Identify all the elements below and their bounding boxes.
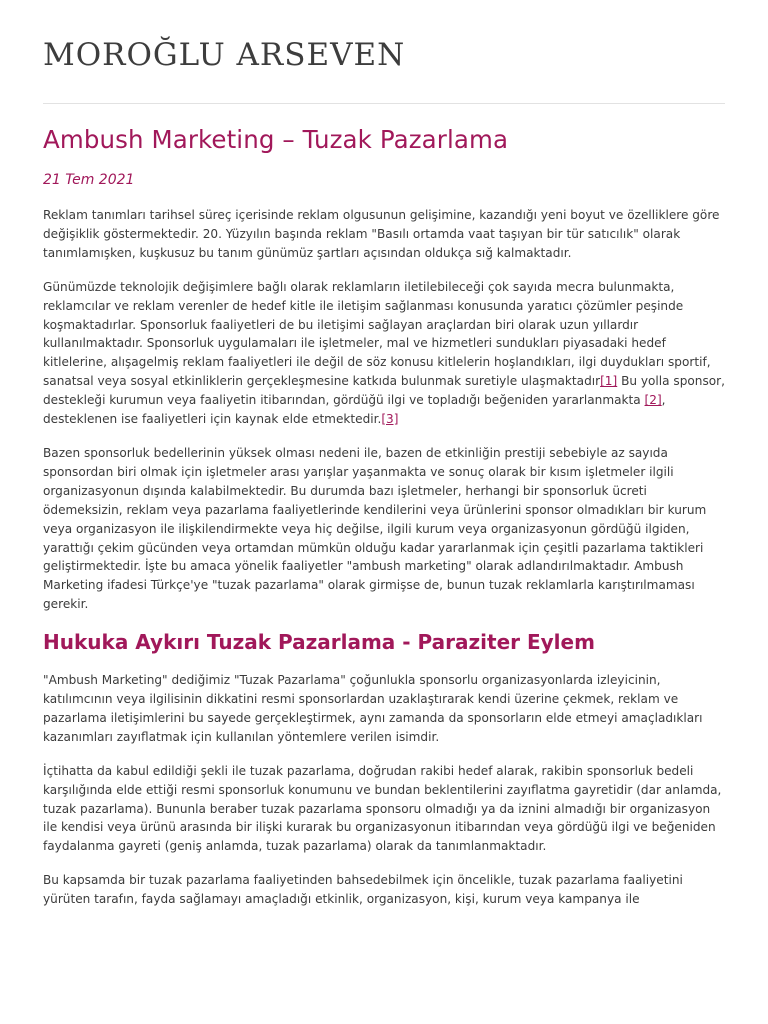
paragraph-2 xyxy=(43,278,728,429)
paragraph-2-text-b: Bu yolla sponsor, destekleği kurumun veya faaliyetin itibarından, gördüğü ilgi ve topladığı beğeniden yararlanmakta xyxy=(43,374,725,408)
paragraph-5: İçtihatta da kabul edildiği şekli ile tuzak pazarlama, doğrudan rakibi hedef alarak, rakibin sponsorluk bedeli karşılığında elde ettiği resmi sponsorluk konumunu ve bundan beklentilerini zayıflatma gayretidir (dar anlamda, tuzak pazarlama). Bununla beraber tuzak pazarlama sponsoru olmadığı ya da iznini almadığı bir organizasyon ile kendisi veya ürünü arasında bir ilişki kurarak bu organizasyonun itibarından veya gördüğü ilgi ve beğeniden faydalanma gayreti (geniş anlamda, tuzak pazarlama) olarak da tanımlanmaktadır. xyxy=(43,763,722,854)
paragraph-1: Reklam tanımları tarihsel süreç içerisinde reklam olgusunun gelişimine, kazandığı yeni boyut ve özelliklere göre değişiklik göstermektedir. 20. Yüzyılın başında reklam "Basılı ortamda vaat taşıyan bir tür satıcılık" olarak tanımlamışken, kuşkusuz bu tanım günümüz şartları açısından oldukça sığ kalmaktadır. xyxy=(43,208,720,260)
footnote-link-1[interactable]: [1] xyxy=(600,374,618,389)
section-heading: Hukuka Aykırı Tuzak Pazarlama - Paraziter Eylem xyxy=(43,630,595,655)
paragraph-6: Bu kapsamda bir tuzak pazarlama faaliyetinden bahsedebilmek için öncelikle, tuzak pazarlama faaliyetini yürüten tarafın, fayda sağlamayı amaçladığı etkinlik, organizasyon, kişi, kurum veya kampanya ile xyxy=(43,873,683,907)
site-logo[interactable]: MOROĞLU ARSEVEN xyxy=(43,37,406,73)
footnote-link-3[interactable]: [3] xyxy=(381,412,399,427)
paragraph-3: Bazen sponsorluk bedellerinin yüksek olması nedeni ile, bazen de etkinliğin prestiji sebebiyle az sayıda sponsordan biri olmak için işletmeler arası yarışlar yaşanmakta ve sonuç olarak bir kısım işletmeler ilgili organizasyonun dışında kalabilmektedir. Bu durumda bazı işletmeler, herhangi bir sponsorluk ücreti ödemeksizin, reklam veya pazarlama faaliyetlerinde kendilerini veya ürünlerini sponsor olmadıkları bir kurum veya organizasyon ile ilişkilendirmekte veya hiç değilse, ilgili kurum veya organizasyonun gördüğü ilgiden, yarattığı çekim gücünden veya ortamdan mümkün olduğu kadar yararlanmak için çeşitli pazarlama taktikleri geliştirmektedir. İşte bu amaca yönelik faaliyetler "ambush marketing" olarak adlandırılmaktadır. Ambush Marketing ifadesi Türkçe'ye "tuzak pazarlama" olarak girmişse de, bunun tuzak reklamlarla karıştırılmaması gerekir. xyxy=(43,445,707,612)
paragraph-4: "Ambush Marketing" dediğimiz "Tuzak Pazarlama" çoğunlukla sponsorlu organizasyonlarda izleyicinin, katılımcının veya ilgilisinin dikkatini resmi sponsorlardan uzaklaştırarak kendi üzerine çekmek, reklam ve pazarlama iletişimlerini bu sayede gerçekleştirmek, aynı zamanda da sponsorların elde etmeyi amaçladıkları kazanımları zayıflatmak için kullanılan yöntemlere verilen isimdir. xyxy=(43,673,703,744)
footnote-link-2[interactable]: [2] xyxy=(644,393,662,408)
article-body xyxy=(43,206,728,924)
header-divider xyxy=(43,103,725,104)
article-date: 21 Tem 2021 xyxy=(43,172,135,188)
article-title: Ambush Marketing – Tuzak Pazarlama xyxy=(43,125,509,154)
paragraph-2-text-c: , desteklenen ise faaliyetleri için kaynak elde etmektedir. xyxy=(43,393,666,427)
paragraph-2-text-a: Günümüzde teknolojik değişimlere bağlı olarak reklamların iletilebileceği çok sayıda mecra bulunmakta, reklamcılar ve reklam verenler de hedef kitle ile iletişim sağlanması konusunda yaratıcı çözümler peşinde koşmaktadırlar. Sponsorluk faaliyetleri de bu iletişimi sağlayan araçlardan biri olarak uzun yıllardır kullanılmaktadır. Sponsorluk uygulamaları ile işletmeler, mal ve hizmetleri sundukları piyasadaki hedef kitlelerine, alışagelmiş reklam faaliyetleri ile değil de söz konusu kitlelerin hoşlandıkları, ilgi duydukları sportif, sanatsal veya sosyal etkinliklerin gerçekleşmesine katkıda bulunmak suretiyle ulaşmaktadır xyxy=(43,279,711,389)
